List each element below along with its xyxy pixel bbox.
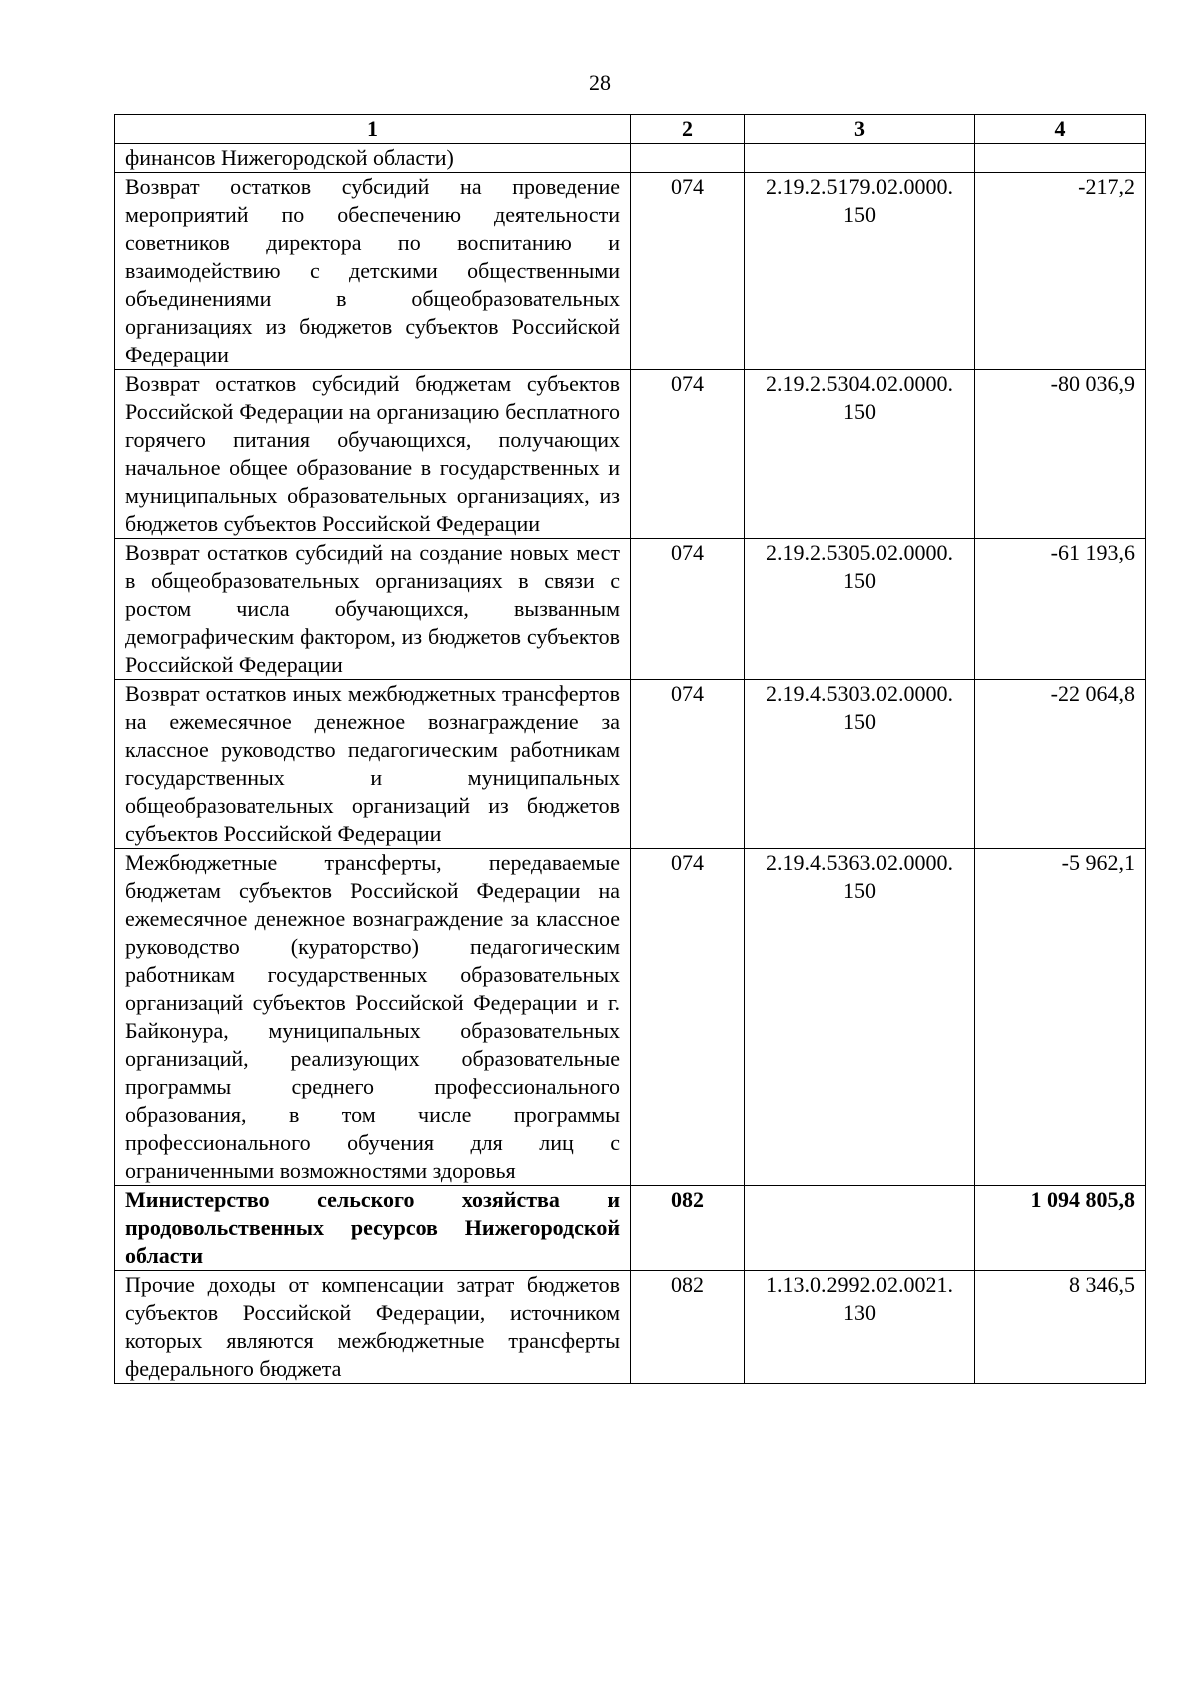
row-budget-code: 2.19.2.5305.02.0000. 150 xyxy=(745,539,975,680)
row-admin-code: 074 xyxy=(631,680,745,849)
row-admin-code: 082 xyxy=(631,1186,745,1271)
row-budget-code: 2.19.4.5363.02.0000. 150 xyxy=(745,849,975,1186)
table-row xyxy=(115,1271,1146,1384)
row-amount: -217,2 xyxy=(975,173,1146,370)
column-header-3: 3 xyxy=(745,115,975,144)
table-row xyxy=(115,144,1146,173)
row-amount xyxy=(975,144,1146,173)
row-description: Возврат остатков иных межбюджетных трансфертов на ежемесячное денежное вознаграждение за классное руководство педагогическим работникам государственных и муниципальных общеобразовательных организаций из бюджетов субъектов Российской Федерации xyxy=(115,680,631,849)
row-amount: -22 064,8 xyxy=(975,680,1146,849)
column-header-1: 1 xyxy=(115,115,631,144)
row-amount: -5 962,1 xyxy=(975,849,1146,1186)
row-amount: 8 346,5 xyxy=(975,1271,1146,1384)
row-amount: -80 036,9 xyxy=(975,370,1146,539)
row-budget-code: 2.19.2.5304.02.0000. 150 xyxy=(745,370,975,539)
table-row-ministry-total xyxy=(115,1186,1146,1271)
row-budget-code xyxy=(745,1186,975,1271)
row-budget-code: 2.19.2.5179.02.0000. 150 xyxy=(745,173,975,370)
row-budget-code: 1.13.0.2992.02.0021. 130 xyxy=(745,1271,975,1384)
row-description: Возврат остатков субсидий бюджетам субъектов Российской Федерации на организацию бесплатного горячего питания обучающихся, получающих начальное общее образование в государственных и муниципальных образовательных организациях, из бюджетов субъектов Российской Федерации xyxy=(115,370,631,539)
row-description: Прочие доходы от компенсации затрат бюджетов субъектов Российской Федерации, источником которых являются межбюджетные трансферты федерального бюджета xyxy=(115,1271,631,1384)
table-row xyxy=(115,539,1146,680)
row-amount: 1 094 805,8 xyxy=(975,1186,1146,1271)
table-header-row xyxy=(115,115,1146,144)
column-header-2: 2 xyxy=(631,115,745,144)
row-admin-code: 074 xyxy=(631,849,745,1186)
row-description: Министерство сельского хозяйства и продовольственных ресурсов Нижегородской области xyxy=(115,1186,631,1271)
row-amount: -61 193,6 xyxy=(975,539,1146,680)
row-admin-code: 082 xyxy=(631,1271,745,1384)
row-description: Возврат остатков субсидий на создание новых мест в общеобразовательных организациях в связи с ростом числа обучающихся, вызванным демографическим фактором, из бюджетов субъектов Российской Федерации xyxy=(115,539,631,680)
table-row xyxy=(115,849,1146,1186)
row-budget-code xyxy=(745,144,975,173)
page-number: 28 xyxy=(589,70,611,95)
table-row xyxy=(115,680,1146,849)
row-budget-code: 2.19.4.5303.02.0000. 150 xyxy=(745,680,975,849)
table-row xyxy=(115,173,1146,370)
table-row xyxy=(115,370,1146,539)
budget-table xyxy=(114,114,1146,1384)
row-description: финансов Нижегородской области) xyxy=(115,144,631,173)
row-admin-code xyxy=(631,144,745,173)
row-description: Возврат остатков субсидий на проведение мероприятий по обеспечению деятельности советников директора по воспитанию и взаимодействию с детскими общественными объединениями в общеобразовательных организациях из бюджетов субъектов Российской Федерации xyxy=(115,173,631,370)
row-admin-code: 074 xyxy=(631,370,745,539)
column-header-4: 4 xyxy=(975,115,1146,144)
row-admin-code: 074 xyxy=(631,173,745,370)
row-admin-code: 074 xyxy=(631,539,745,680)
row-description: Межбюджетные трансферты, передаваемые бюджетам субъектов Российской Федерации на ежемесячное денежное вознаграждение за классное руководство (кураторство) педагогическим работникам государственных образовательных организаций субъектов Российской Федерации и г. Байконура, муниципальных образовательных организаций, реализующих образовательные программы среднего профессионального образования, в том числе программы профессионального обучения для лиц с ограниченными возможностями здоровья xyxy=(115,849,631,1186)
